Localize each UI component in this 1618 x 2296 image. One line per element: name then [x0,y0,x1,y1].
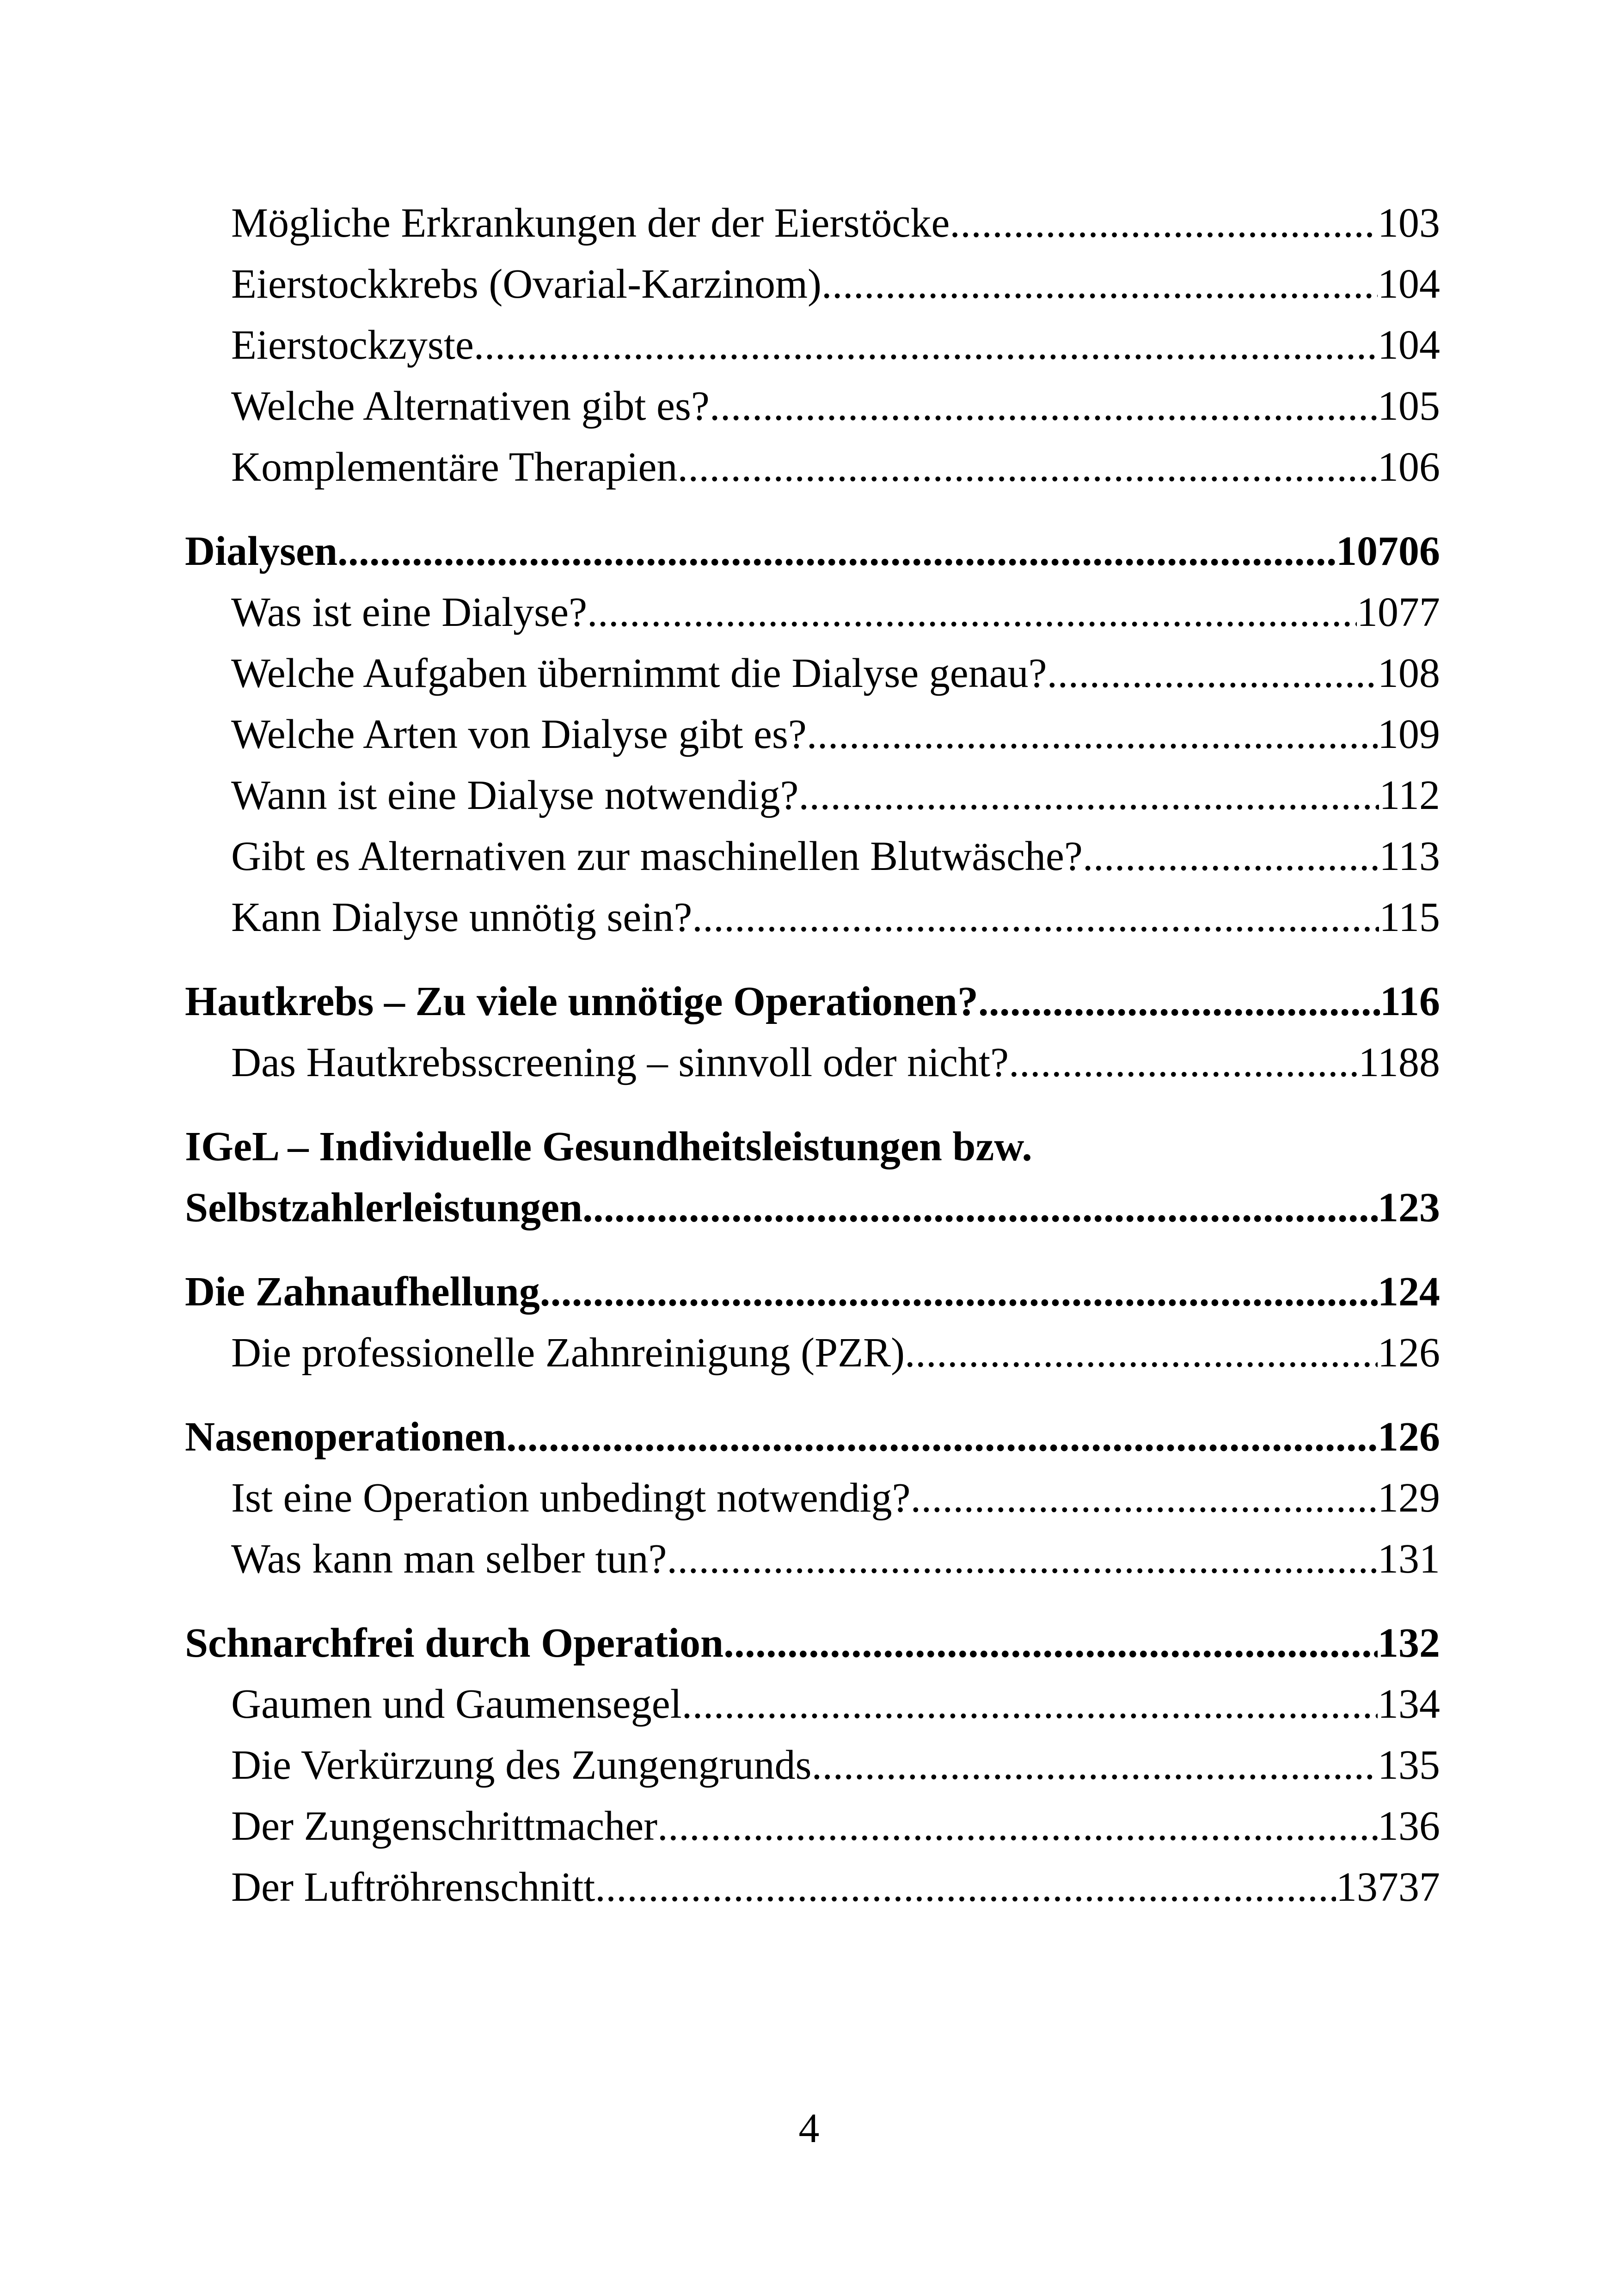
toc-leader-dots [677,437,1378,497]
toc-entry-title: Die Verkürzung des Zungengrunds [231,1742,812,1788]
toc-entry [185,254,1440,314]
toc-entry-title: Was ist eine Dialyse? [231,589,588,635]
toc-chapter [185,1407,1440,1467]
toc-leader-dots [540,1262,1378,1322]
toc-entry-title: Welche Arten von Dialyse gibt es? [231,711,807,757]
toc-entry-title: Gibt es Alternativen zur maschinellen Blutwäsche? [231,833,1083,879]
toc-entry [185,582,1440,643]
toc-leader-dots [798,765,1379,826]
toc-entry [185,1033,1440,1093]
toc-chapter-title: Nasenoperationen [185,1414,506,1460]
toc-entry [185,1857,1440,1917]
toc-entry-page: 112 [1379,772,1440,818]
toc-leader-dots [1083,827,1379,887]
toc-entry-page: 108 [1378,650,1440,696]
toc-entry [185,437,1440,497]
toc-leader-dots [911,1468,1378,1528]
toc-entry [185,1735,1440,1795]
toc-chapter-page: 132 [1378,1620,1440,1666]
toc-entry-page: 115 [1379,894,1440,940]
toc-entry [185,888,1440,948]
toc-entry-page: 136 [1378,1803,1440,1849]
toc-entry [185,704,1440,765]
toc-entry-page: 109 [1378,711,1440,757]
toc-entry-page: 1188 [1358,1040,1440,1085]
toc-entry-title: Das Hautkrebsscreening – sinnvoll oder nicht? [231,1040,1009,1085]
page-number: 4 [798,2106,820,2151]
toc-entry-title: Der Zungenschrittmacher [231,1803,658,1849]
toc-entry-page: 103 [1378,200,1440,246]
toc-entry-title: Was kann man selber tun? [231,1536,667,1582]
toc-entry-page: 104 [1378,261,1440,307]
toc-leader-dots [595,1857,1336,1917]
toc-chapter [185,1613,1440,1673]
toc-chapter-page: 116 [1379,979,1440,1024]
toc-chapter [185,1262,1440,1322]
toc-entry-title: Komplementäre Therapien [231,444,678,490]
toc-leader-dots [821,254,1378,314]
toc-chapter-page: 124 [1378,1269,1440,1315]
toc-chapter-title: Hautkrebs – Zu viele unnötige Operationen? [185,979,978,1024]
toc-entry-title: Der Luftröhrenschnitt [231,1864,595,1910]
toc-leader-dots [474,315,1378,375]
toc-entry-page: 134 [1378,1681,1440,1727]
toc-entry-title: Die professionelle Zahnreinigung (PZR) [231,1330,905,1376]
toc-entry [185,765,1440,826]
toc-entry [185,827,1440,887]
toc-entry [185,315,1440,375]
toc-chapter-title: Selbstzahlerleistungen [185,1185,583,1231]
toc-chapter-title: IGeL – Individuelle Gesundheitsleistungen bzw. [185,1124,1032,1169]
toc-leader-dots [667,1529,1378,1589]
toc-entry-page: 131 [1378,1536,1440,1582]
toc-entry-page: 13737 [1336,1864,1440,1910]
toc-leader-dots [337,521,1336,582]
toc-leader-dots [692,888,1379,948]
toc-entry-page: 106 [1378,444,1440,490]
toc-entry [185,1674,1440,1734]
toc-leader-dots [812,1735,1378,1795]
toc-entry [185,1468,1440,1528]
toc-chapter-page: 123 [1378,1185,1440,1231]
toc-leader-dots [723,1613,1378,1673]
toc-entry-title: Kann Dialyse unnötig sein? [231,894,693,940]
toc-chapter-page: 126 [1378,1414,1440,1460]
toc-entry-title: Wann ist eine Dialyse notwendig? [231,772,799,818]
toc-entry-page: 135 [1378,1742,1440,1788]
toc-entry-title: Gaumen und Gaumensegel [231,1681,682,1727]
toc-leader-dots [1009,1033,1358,1093]
toc-entry-page: 1077 [1357,589,1440,635]
toc-chapter-title: Dialysen [185,528,338,574]
toc-chapter-line [185,1117,1440,1177]
toc-chapter-title: Die Zahnaufhellung [185,1269,540,1315]
toc-leader-dots [657,1796,1378,1856]
toc-chapter-title: Schnarchfrei durch Operation [185,1620,724,1666]
toc-entry-page: 129 [1378,1475,1440,1521]
toc-leader-dots [950,193,1378,253]
toc-entry [185,643,1440,704]
toc-entry [185,376,1440,436]
toc-entry-title: Mögliche Erkrankungen der der Eierstöcke [231,200,950,246]
toc-entry-page: 105 [1378,383,1440,429]
toc-entry-title: Welche Alternativen gibt es? [231,383,710,429]
toc-leader-dots [506,1407,1378,1467]
toc-leader-dots [582,1178,1378,1238]
toc-leader-dots [978,972,1380,1032]
toc-entry-page: 126 [1378,1330,1440,1376]
toc-entry [185,1323,1440,1383]
toc-entry-title: Eierstockkrebs (Ovarial-Karzinom) [231,261,821,307]
toc-leader-dots [905,1323,1378,1383]
toc-leader-dots [682,1674,1378,1734]
toc-leader-dots [807,704,1378,765]
toc-chapter [185,972,1440,1032]
toc-leader-dots [710,376,1378,436]
toc-entry-title: Ist eine Operation unbedingt notwendig? [231,1475,911,1521]
toc-entry-title: Welche Aufgaben übernimmt die Dialyse genau? [231,650,1047,696]
toc-entry-page: 104 [1378,322,1440,368]
toc-leader-dots [1047,643,1378,704]
toc-chapter [185,1178,1440,1238]
toc-chapter [185,521,1440,582]
toc-entry [185,193,1440,253]
toc-entry-page: 113 [1379,833,1440,879]
toc-entry [185,1796,1440,1856]
toc-chapter-page: 10706 [1336,528,1440,574]
toc-entry [185,1529,1440,1589]
toc-leader-dots [587,582,1357,643]
toc-entry-title: Eierstockzyste [231,322,474,368]
